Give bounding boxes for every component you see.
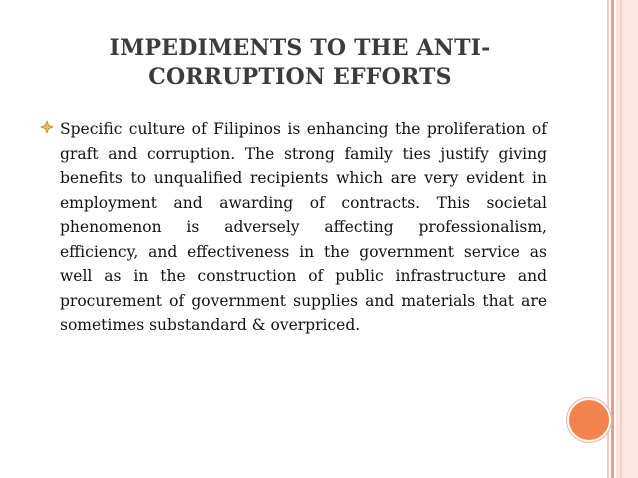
right-border-line: [607, 0, 609, 478]
bullet-text: Specific culture of Filipinos is enhancing the proliferation of graft and corruption. The strong family ties justify giving benefits to unqualified recipients which are very evident in employment and awarding of contracts. This societal phenomenon is adversely affecting professionalism, efficiency, and effectiveness in the government service as well as in the construction of public infrastructure and procurement of government supplies and materials that are sometimes substandard & overpriced.: [60, 120, 547, 334]
right-border-line: [620, 0, 622, 478]
diamond-bullet-icon: [40, 120, 54, 134]
slide-title-line: IMPEDIMENTS TO THE ANTI-: [109, 35, 491, 61]
bullet-item: [40, 117, 548, 338]
orange-circle-decoration: [567, 398, 611, 442]
slide-title-line: CORRUPTION EFFORTS: [148, 64, 452, 90]
slide-title: [40, 34, 560, 92]
right-border-line: [611, 0, 614, 478]
